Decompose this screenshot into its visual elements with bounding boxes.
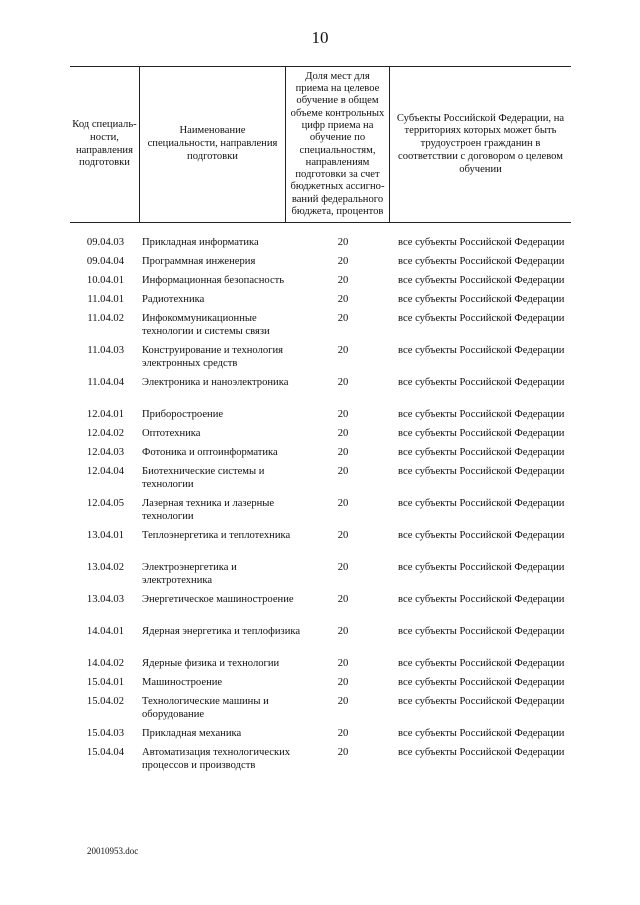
row-share: 20 xyxy=(337,275,349,286)
row-share: 20 xyxy=(337,747,349,758)
row-code: 11.04.03 xyxy=(87,345,124,356)
row-share: 20 xyxy=(337,498,349,509)
row-share: 20 xyxy=(337,447,349,458)
header-name-cell xyxy=(140,67,285,222)
row-share: 20 xyxy=(337,626,349,637)
row-share: 20 xyxy=(337,294,349,305)
row-subjects: все субъекты Российской Федерации xyxy=(398,313,565,324)
row-subjects: все субъекты Российской Федерации xyxy=(398,728,565,739)
footer-doc-id: 20010953.doc xyxy=(87,846,139,856)
row-code: 13.04.01 xyxy=(86,530,124,541)
row-code: 15.04.02 xyxy=(86,696,124,707)
header-code-label: Код специаль- ности, направления подготовки xyxy=(72,119,137,169)
row-code: 10.04.01 xyxy=(86,275,124,286)
row-share: 20 xyxy=(337,409,349,420)
row-code: 09.04.04 xyxy=(86,256,124,267)
row-share: 20 xyxy=(337,428,349,439)
row-share: 20 xyxy=(337,466,349,477)
row-name: Электроэнергетика и электротехника xyxy=(142,562,237,586)
row-subjects: все субъекты Российской Федерации xyxy=(398,696,565,707)
row-subjects: все субъекты Российской Федерации xyxy=(398,409,565,420)
row-name: Лазерная техника и лазерные технологии xyxy=(142,498,275,522)
row-share: 20 xyxy=(337,377,349,388)
row-code: 13.04.03 xyxy=(86,594,124,605)
table-row xyxy=(70,236,571,255)
row-code: 11.04.04 xyxy=(87,377,124,388)
row-share: 20 xyxy=(337,658,349,669)
table-body xyxy=(70,236,571,791)
row-subjects: все субъекты Российской Федерации xyxy=(398,562,565,573)
row-name: Энергетическое машиностроение xyxy=(142,594,294,605)
row-subjects: все субъекты Российской Федерации xyxy=(398,658,565,669)
row-subjects: все субъекты Российской Федерации xyxy=(398,275,565,286)
row-code: 15.04.03 xyxy=(86,728,124,739)
table-row xyxy=(70,676,571,695)
row-share: 20 xyxy=(337,345,349,356)
header-code-cell xyxy=(70,67,139,222)
row-name: Инфокоммуникационные технологии и системы связи xyxy=(142,313,270,337)
row-share: 20 xyxy=(337,237,349,248)
row-subjects: все субъекты Российской Федерации xyxy=(398,428,565,439)
table-row xyxy=(70,465,571,497)
table-row xyxy=(70,376,571,408)
row-code: 12.04.02 xyxy=(86,428,124,439)
row-code: 11.04.01 xyxy=(87,294,124,305)
row-share: 20 xyxy=(337,562,349,573)
row-subjects: все субъекты Российской Федерации xyxy=(398,747,565,758)
row-name: Фотоника и оптоинформатика xyxy=(142,447,278,458)
row-share: 20 xyxy=(337,728,349,739)
row-name: Программная инженерия xyxy=(142,256,256,267)
header-share-cell xyxy=(286,67,389,222)
row-code: 13.04.02 xyxy=(86,562,124,573)
header-subjects-cell xyxy=(390,67,571,222)
row-subjects: все субъекты Российской Федерации xyxy=(398,677,565,688)
row-code: 12.04.04 xyxy=(86,466,124,477)
row-name: Прикладная механика xyxy=(142,728,242,739)
row-code: 15.04.04 xyxy=(86,747,124,758)
table-row xyxy=(70,446,571,465)
row-subjects: все субъекты Российской Федерации xyxy=(398,594,565,605)
table-row xyxy=(70,427,571,446)
table-row xyxy=(70,293,571,312)
row-subjects: все субъекты Российской Федерации xyxy=(398,345,565,356)
row-name: Теплоэнергетика и теплотехника xyxy=(142,530,291,541)
row-name: Ядерные физика и технологии xyxy=(142,658,280,669)
table-header xyxy=(70,66,571,223)
row-code: 09.04.03 xyxy=(86,237,124,248)
row-name: Конструирование и технология электронных средств xyxy=(142,345,284,369)
page-number: 10 xyxy=(311,28,329,47)
row-code: 12.04.05 xyxy=(86,498,124,509)
table-row xyxy=(70,593,571,625)
row-subjects: все субъекты Российской Федерации xyxy=(398,466,565,477)
row-name: Информационная безопасность xyxy=(142,275,285,286)
row-name: Автоматизация технологических процессов и производств xyxy=(142,747,291,771)
table-row xyxy=(70,657,571,676)
table-row xyxy=(70,344,571,376)
row-share: 20 xyxy=(337,594,349,605)
row-subjects: все субъекты Российской Федерации xyxy=(398,626,565,637)
header-subjects-label: Субъекты Российской Федерации, на территориях которых может быть трудоустроен гражданин в соответствии с договором о целевом обучении xyxy=(396,112,565,175)
header-name-label: Наименование специальности, направления подготовки xyxy=(147,125,278,162)
table-row xyxy=(70,312,571,344)
row-code: 12.04.03 xyxy=(86,447,124,458)
row-name: Приборостроение xyxy=(142,409,224,420)
row-subjects: все субъекты Российской Федерации xyxy=(398,530,565,541)
table-row xyxy=(70,746,571,791)
table-row xyxy=(70,497,571,529)
header-share-label: Доля мест для приема на целевое обучение в общем объеме контрольных цифр приема на обучение по специальностям, направлениям подготовки за счет бюджетных ассигно- ваний федерального бюджета, процентов xyxy=(290,70,385,217)
row-name: Радиотехника xyxy=(142,294,205,305)
row-code: 14.04.01 xyxy=(86,626,124,637)
table-row xyxy=(70,274,571,293)
table-row xyxy=(70,625,571,657)
row-name: Прикладная информатика xyxy=(142,237,259,248)
table-row xyxy=(70,727,571,746)
table-row xyxy=(70,529,571,561)
row-subjects: все субъекты Российской Федерации xyxy=(398,294,565,305)
row-subjects: все субъекты Российской Федерации xyxy=(398,377,565,388)
row-subjects: все субъекты Российской Федерации xyxy=(398,447,565,458)
row-share: 20 xyxy=(337,313,349,324)
row-share: 20 xyxy=(337,530,349,541)
row-name: Ядерная энергетика и теплофизика xyxy=(142,626,301,637)
row-subjects: все субъекты Российской Федерации xyxy=(398,498,565,509)
row-name: Биотехнические системы и технологии xyxy=(142,466,265,490)
row-code: 12.04.01 xyxy=(86,409,124,420)
row-name: Машиностроение xyxy=(142,677,223,688)
table-row xyxy=(70,408,571,427)
table-row xyxy=(70,695,571,727)
row-name: Оптотехника xyxy=(142,428,201,439)
row-code: 15.04.01 xyxy=(86,677,124,688)
row-subjects: все субъекты Российской Федерации xyxy=(398,256,565,267)
table-row xyxy=(70,561,571,593)
row-share: 20 xyxy=(337,677,349,688)
row-code: 11.04.02 xyxy=(87,313,124,324)
row-name: Технологические машины и оборудование xyxy=(142,696,269,720)
row-share: 20 xyxy=(337,256,349,267)
row-share: 20 xyxy=(337,696,349,707)
row-code: 14.04.02 xyxy=(86,658,124,669)
table-row xyxy=(70,255,571,274)
row-name: Электроника и наноэлектроника xyxy=(142,377,289,388)
row-subjects: все субъекты Российской Федерации xyxy=(398,237,565,248)
